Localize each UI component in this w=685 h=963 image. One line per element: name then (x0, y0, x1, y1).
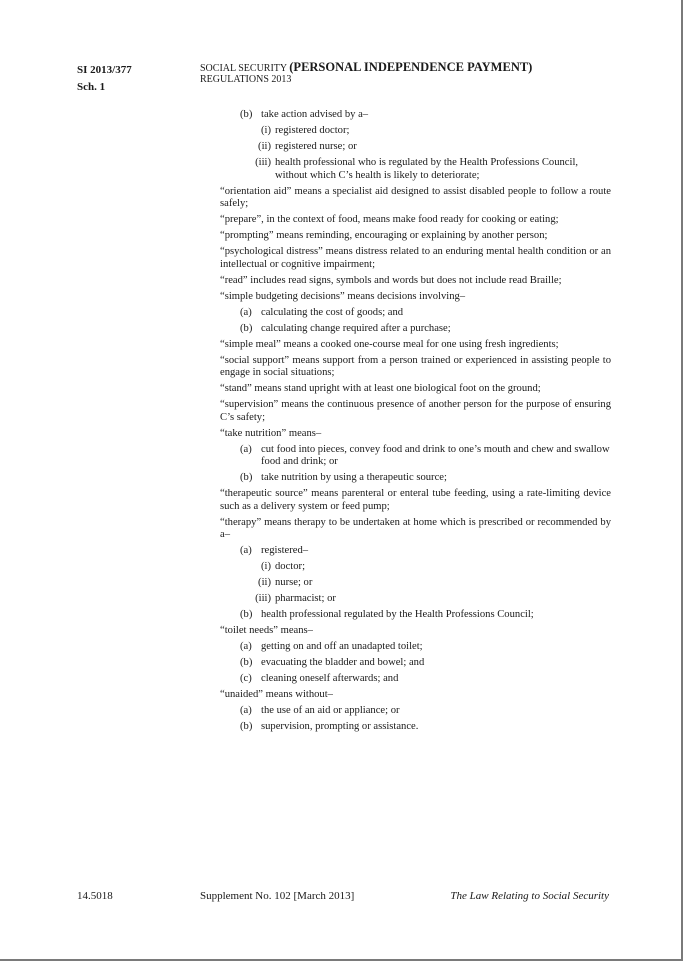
item-text: calculating change required after a purchase; (261, 322, 451, 334)
title-small: SOCIAL SECURITY (200, 63, 287, 74)
item-text: registered nurse; or (275, 141, 357, 152)
item-label: (b) (240, 322, 253, 334)
item-text: health professional who is regulated by the Health Professions Council, without which C’s health is likely to deteriorate; (275, 157, 579, 181)
item-text: take nutrition by using a therapeutic source; (261, 472, 447, 483)
list-item (220, 657, 611, 670)
definition-therapeutic-source: “therapeutic source” means parenteral or enteral tube feeding, using a rate-limiting device such as a delivery system or feed pump; (220, 488, 611, 512)
item-label: (ii) (258, 577, 271, 588)
footer-page-number: 14.5018 (77, 890, 113, 902)
item-label: (iii) (255, 593, 271, 604)
list-item (220, 673, 611, 686)
definitions-body (220, 109, 611, 737)
definition-unaided: “unaided” means without– (220, 689, 333, 700)
item-label: (a) (240, 641, 252, 652)
item-label: (ii) (258, 141, 271, 152)
item-text: calculating the cost of goods; and (261, 306, 404, 318)
item-label: (a) (240, 306, 252, 318)
item-label: (b) (240, 472, 253, 483)
definition-prepare: “prepare”, in the context of food, means make food ready for cooking or eating; (220, 214, 559, 225)
list-item (220, 323, 611, 336)
list-item (220, 561, 611, 574)
item-text: nurse; or (275, 577, 313, 588)
list-item (220, 593, 611, 606)
item-text: cleaning oneself afterwards; and (261, 673, 399, 684)
list-item (220, 705, 611, 718)
item-label: (i) (261, 125, 271, 136)
item-text: pharmacist; or (275, 593, 336, 604)
definition-take-nutrition: “take nutrition” means– (220, 427, 322, 439)
list-item (220, 641, 611, 654)
footer-publication: The Law Relating to Social Security (450, 890, 609, 902)
item-label: (b) (240, 609, 253, 620)
definition-psychological-distress: “psychological distress” means distress related to an enduring mental health condition or an intellectual or cognitive impairment; (220, 246, 611, 270)
definition-supervision: “supervision” means the continuous presence of another person for the purpose of ensuring C’s safety; (220, 399, 611, 423)
item-text: doctor; (275, 561, 306, 572)
item-text: evacuating the bladder and bowel; and (261, 657, 425, 668)
header-title (200, 62, 532, 85)
definition-read: “read” includes read signs, symbols and words but does not include read Braille; (220, 274, 562, 286)
list-item (220, 472, 611, 485)
item-label: (a) (240, 545, 252, 556)
list-item (220, 577, 611, 590)
definition-simple-meal: “simple meal” means a cooked one-course meal for one using fresh ingredients; (220, 338, 559, 350)
list-item (220, 141, 611, 154)
item-label: (a) (240, 705, 252, 716)
item-text: registered doctor; (275, 125, 350, 136)
list-item (220, 721, 611, 734)
item-text: cut food into pieces, convey food and drink to one’s mouth and chew and swallow food and drink; or (261, 443, 610, 467)
definition-stand: “stand” means stand upright with at least one biological foot on the ground; (220, 383, 541, 394)
definition-therapy: “therapy” means therapy to be undertaken at home which is prescribed or recommended by a– (220, 516, 611, 540)
list-item (220, 545, 611, 558)
item-text: registered– (261, 545, 309, 556)
item-text: getting on and off an unadapted toilet; (261, 641, 423, 652)
definition-toilet-needs: “toilet needs” means– (220, 625, 313, 636)
item-text: the use of an aid or appliance; or (261, 705, 400, 716)
item-label: (iii) (255, 157, 271, 168)
list-item (220, 609, 611, 622)
definition-social-support: “social support” means support from a person trained or experienced in assisting people to engage in social situations; (220, 354, 611, 378)
item-label: (b) (240, 109, 253, 120)
item-label: (b) (240, 721, 253, 732)
list-item (220, 157, 611, 182)
item-label: (a) (240, 443, 252, 455)
list-item (220, 307, 611, 320)
schedule-label: Sch. 1 (77, 81, 106, 93)
item-label: (c) (240, 673, 252, 684)
header-reference (77, 62, 132, 96)
definition-simple-budgeting: “simple budgeting decisions” means decisions involving– (220, 290, 466, 302)
footer-supplement: Supplement No. 102 [March 2013] (200, 890, 355, 902)
item-text: take action advised by a– (261, 109, 369, 120)
list-item (220, 125, 611, 138)
item-label: (b) (240, 657, 253, 668)
item-label: (i) (261, 561, 271, 572)
item-text: supervision, prompting or assistance. (261, 721, 419, 732)
item-text: health professional regulated by the Health Professions Council; (261, 609, 534, 620)
list-item (220, 109, 611, 122)
list-item (220, 444, 611, 469)
definition-prompting: “prompting” means reminding, encouraging or explaining by another person; (220, 230, 548, 241)
title-big: (PERSONAL INDEPENDENCE PAYMENT) (289, 60, 533, 74)
si-number: SI 2013/377 (77, 64, 132, 76)
definition-orientation-aid: “orientation aid” means a specialist aid designed to assist disabled people to follow a route safely; (220, 185, 611, 209)
title-line2: REGULATIONS 2013 (200, 74, 292, 85)
